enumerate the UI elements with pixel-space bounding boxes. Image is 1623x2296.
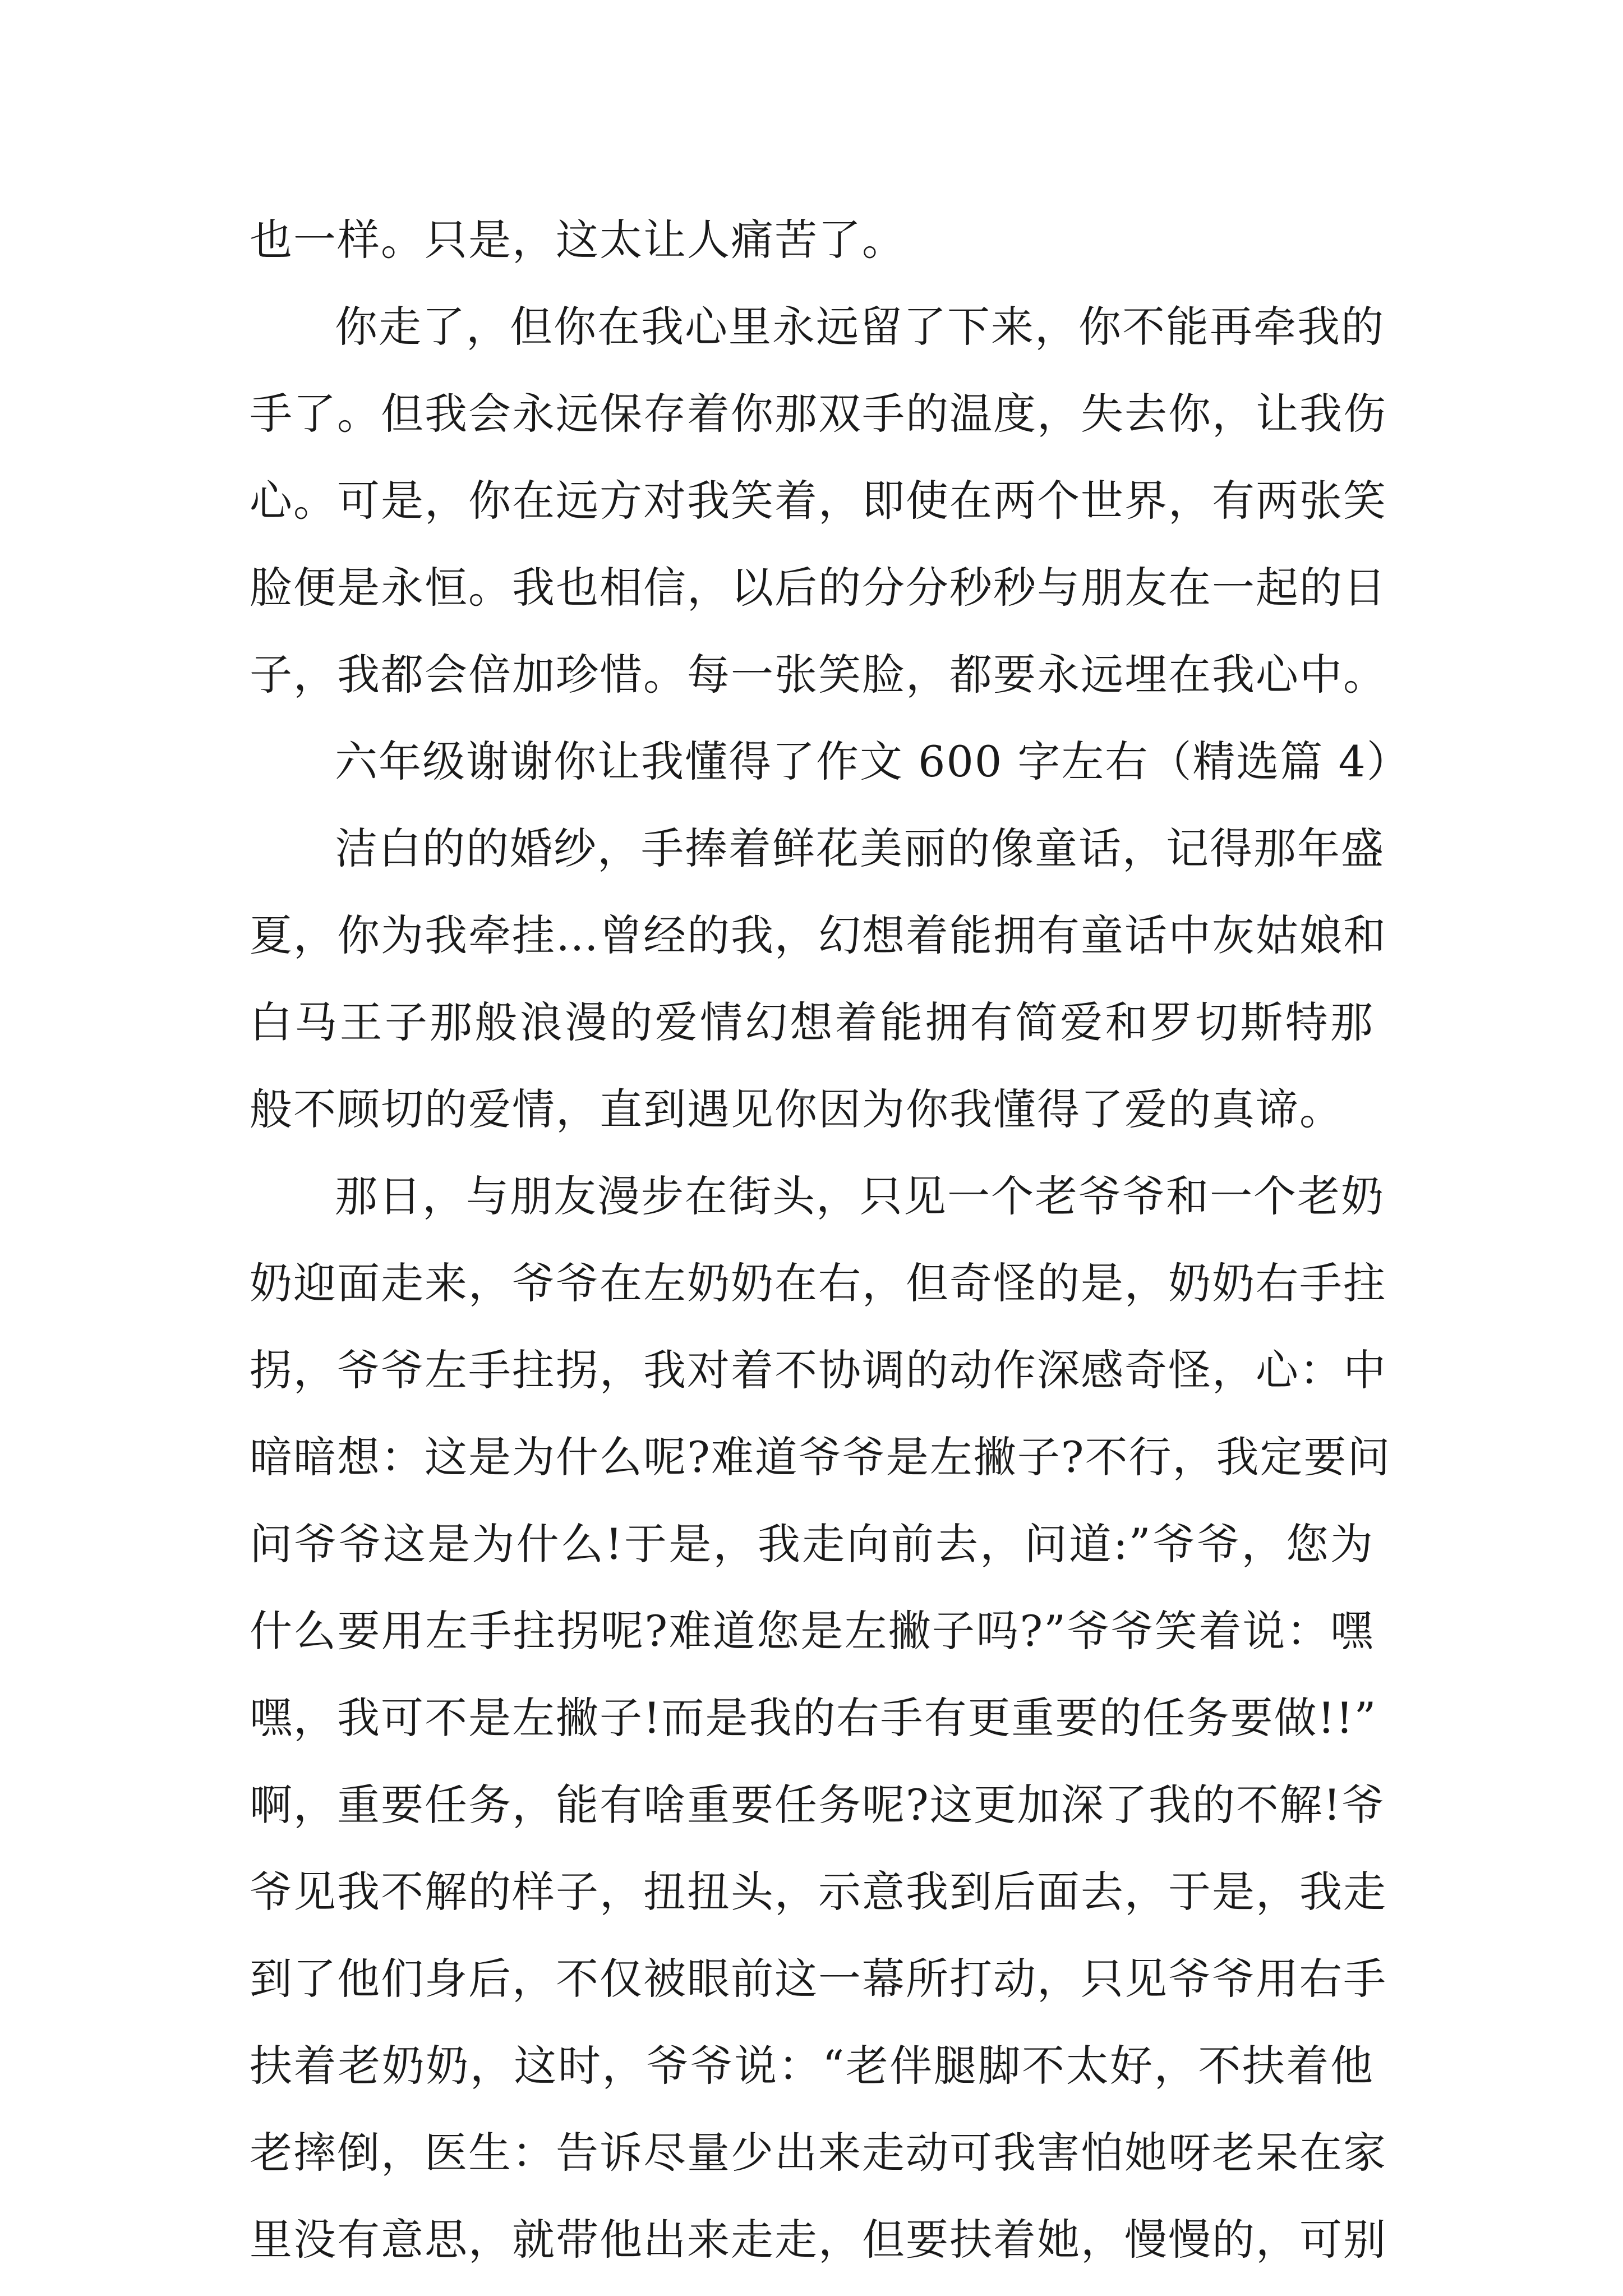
text-line: 什么要用左手拄拐呢?难道您是左撇子吗?”爷爷笑着说：嘿 — [250, 1606, 1374, 1656]
text-line: 般不顾切的爱情，直到遇见你因为你我懂得了爱的真谛。 — [250, 1084, 1343, 1134]
text-line: 里没有意思，就带他出来走走，但要扶着她，慢慢的，可别 — [250, 2215, 1387, 2265]
text-line: 奶迎面走来，爷爷在左奶奶在右，但奇怪的是，奶奶右手拄 — [250, 1258, 1387, 1308]
text-line: 问爷爷这是为什么!于是，我走向前去，问道:”爷爷，您为 — [250, 1519, 1374, 1569]
text-line: 到了他们身后，不仅被眼前这一幕所打动，只见爷爷用右手 — [250, 1954, 1387, 2004]
text-line: 爷见我不解的样子，扭扭头，示意我到后面去，于是，我走 — [250, 1867, 1387, 1917]
text-line: 白马王子那般浪漫的爱情幻想着能拥有简爱和罗切斯特那 — [250, 997, 1374, 1047]
text-line: 啊，重要任务，能有啥重要任务呢?这更加深了我的不解!爷 — [250, 1780, 1386, 1830]
text-line: 手了。但我会永远保存着你那双手的温度，失去你，让我伤 — [250, 389, 1387, 439]
text-line: 暗暗想：这是为什么呢?难道爷爷是左撇子?不行，我定要问 — [250, 1432, 1391, 1482]
text-line: 你走了，但你在我心里永远留了下来，你不能再牵我的 — [335, 302, 1385, 352]
section-heading: 六年级谢谢你让我懂得了作文 600 字左右（精选篇 4） — [335, 737, 1410, 786]
text-line: 拐，爷爷左手拄拐，我对着不协调的动作深感奇怪，心：中 — [250, 1345, 1387, 1395]
text-line: 子，我都会倍加珍惜。每一张笑脸，都要永远埋在我心中。 — [250, 650, 1387, 700]
text-line: 也一样。只是，这太让人痛苦了。 — [250, 215, 906, 265]
text-line: 洁白的的婚纱，手捧着鲜花美丽的像童话，记得那年盛 — [335, 823, 1385, 873]
text-line: 嘿，我可不是左撇子!而是我的右手有更重要的任务要做!!” — [250, 1693, 1377, 1743]
text-line: 夏，你为我牵挂…曾经的我，幻想着能拥有童话中灰姑娘和 — [250, 910, 1387, 960]
text-line: 老摔倒，医生：告诉尽量少出来走动可我害怕她呀老呆在家 — [250, 2128, 1387, 2178]
text-line: 那日，与朋友漫步在街头，只见一个老爷爷和一个老奶 — [335, 1171, 1385, 1221]
text-line: 脸便是永恒。我也相信，以后的分分秒秒与朋友在一起的日 — [250, 563, 1387, 613]
text-line: 扶着老奶奶，这时，爷爷说：“老伴腿脚不太好，不扶着他 — [250, 2041, 1374, 2091]
body-text — [250, 196, 1410, 2283]
text-line: 心。可是，你在远方对我笑着，即使在两个世界，有两张笑 — [250, 476, 1387, 526]
